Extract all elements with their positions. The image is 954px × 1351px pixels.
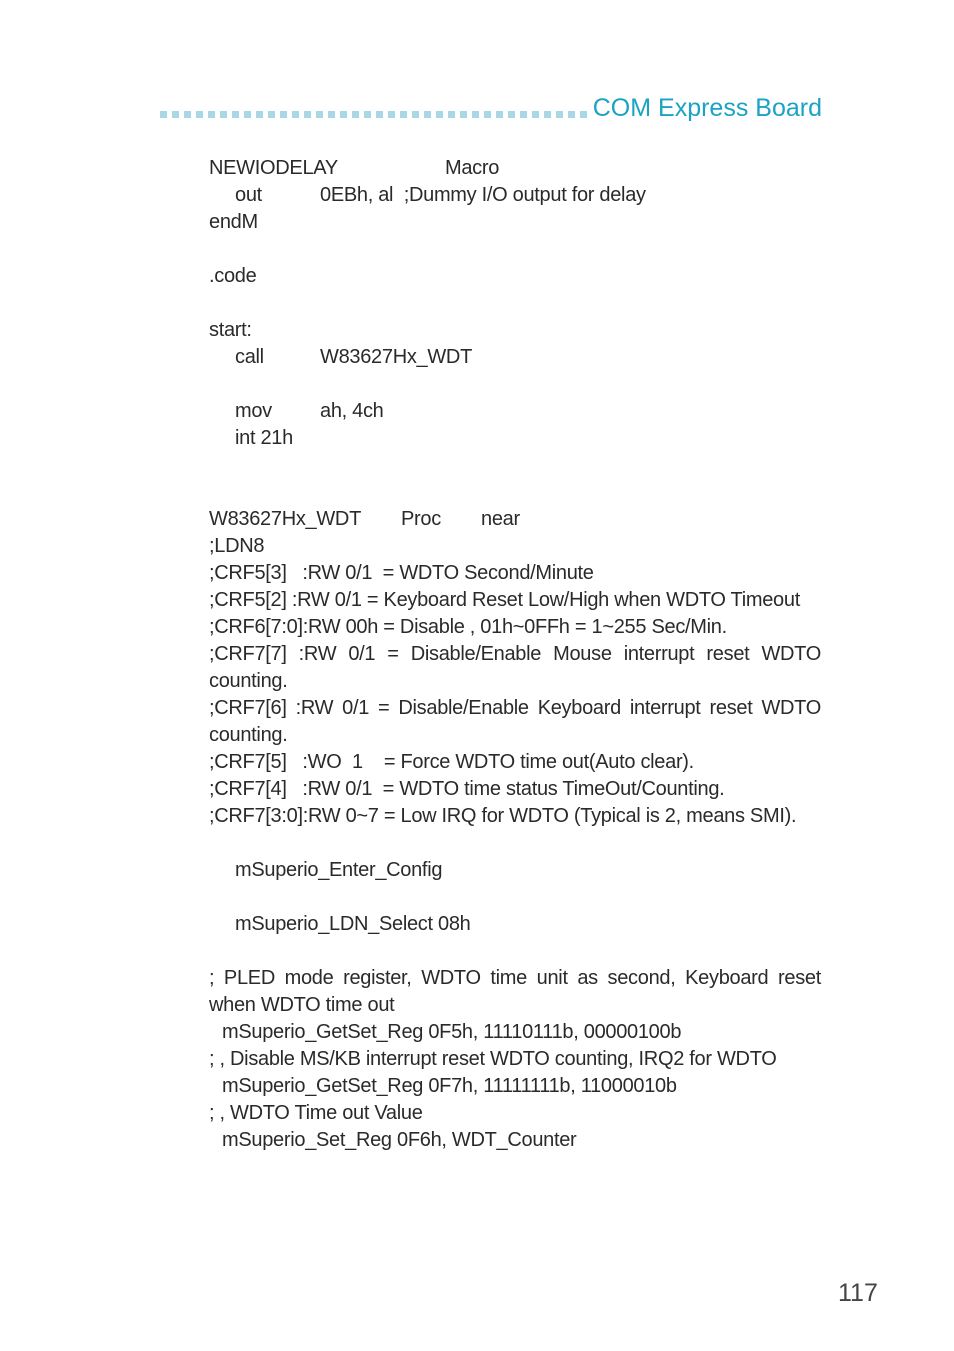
- page-header: [160, 94, 822, 128]
- code-line: start:: [209, 319, 252, 341]
- comment-crf7-4: ;CRF7[4] :RW 0/1 = WDTO time status TimeOut/Counting.: [209, 778, 725, 800]
- code-line: mSuperio_LDN_Select 08h: [235, 913, 471, 935]
- rule-dot: [304, 111, 311, 118]
- code-line: mSuperio_GetSet_Reg 0F5h, 11110111b, 00000100b: [222, 1021, 682, 1043]
- comment-crf7-5: ;CRF7[5] :WO 1 = Force WDTO time out(Auto clear).: [209, 751, 694, 773]
- rule-dot: [268, 111, 275, 118]
- blank-line: [209, 830, 821, 857]
- rule-dot: [364, 111, 371, 118]
- code-listing: [209, 155, 821, 1154]
- rule-dot: [256, 111, 263, 118]
- header-title: COM Express Board: [587, 94, 822, 123]
- blank-line: [209, 236, 821, 263]
- rule-dot: [292, 111, 299, 118]
- code-line: out 0EBh, al ;Dummy I/O output for delay: [235, 184, 646, 206]
- rule-dot: [232, 111, 239, 118]
- rule-dot: [328, 111, 335, 118]
- rule-dot: [400, 111, 407, 118]
- rule-dot: [448, 111, 455, 118]
- comment-crf6: ;CRF6[7:0]:RW 00h = Disable , 01h~0FFh = 1~255 Sec/Min.: [209, 616, 727, 638]
- rule-dot: [496, 111, 503, 118]
- rule-dot: [412, 111, 419, 118]
- comment-crf5-2: ;CRF5[2] :RW 0/1 = Keyboard Reset Low/High when WDTO Timeout: [209, 589, 800, 611]
- code-line: call W83627Hx_WDT: [235, 346, 472, 368]
- rule-dot: [484, 111, 491, 118]
- comment-disable: ; , Disable MS/KB interrupt reset WDTO counting, IRQ2 for WDTO: [209, 1048, 777, 1070]
- rule-dot: [220, 111, 227, 118]
- code-line: ;CRF5[3] :RW 0/1 = WDTO Second/Minute: [209, 562, 594, 584]
- rule-dot: [388, 111, 395, 118]
- code-line: NEWIODELAY Macro: [209, 157, 500, 179]
- code-line: W83627Hx_WDT Proc near: [209, 508, 520, 530]
- code-line: mSuperio_Enter_Config: [235, 859, 443, 881]
- comment-crf7-3-0: ;CRF7[3:0]:RW 0~7 = Low IRQ for WDTO (Typical is 2, means SMI).: [209, 805, 797, 827]
- rule-dot: [556, 111, 563, 118]
- rule-dot: [532, 111, 539, 118]
- rule-dot: [280, 111, 287, 118]
- rule-dot: [520, 111, 527, 118]
- blank-line: [209, 479, 821, 506]
- comment-crf7-7: ;CRF7[7] :RW 0/1 = Disable/Enable Mouse interrupt reset WDTO counting.: [209, 643, 821, 692]
- blank-line: [209, 290, 821, 317]
- rule-dot: [184, 111, 191, 118]
- blank-line: [209, 452, 821, 479]
- rule-dot: [544, 111, 551, 118]
- code-line: int 21h: [235, 427, 293, 449]
- blank-line: [209, 371, 821, 398]
- dotted-rule: [160, 111, 587, 118]
- rule-dot: [196, 111, 203, 118]
- rule-dot: [508, 111, 515, 118]
- rule-dot: [436, 111, 443, 118]
- page-number: 117: [838, 1279, 878, 1307]
- rule-dot: [472, 111, 479, 118]
- code-line: .code: [209, 265, 257, 287]
- rule-dot: [352, 111, 359, 118]
- rule-dot: [568, 111, 575, 118]
- rule-dot: [160, 111, 167, 118]
- code-line: ;LDN8: [209, 535, 265, 557]
- code-line: mov ah, 4ch: [235, 400, 384, 422]
- rule-dot: [340, 111, 347, 118]
- code-line: mSuperio_Set_Reg 0F6h, WDT_Counter: [222, 1129, 577, 1151]
- rule-dot: [244, 111, 251, 118]
- rule-dot: [208, 111, 215, 118]
- comment-pled: ; PLED mode register, WDTO time unit as second, Keyboard reset when WDTO time out: [209, 967, 821, 1016]
- rule-dot: [316, 111, 323, 118]
- code-line: endM: [209, 211, 258, 233]
- rule-dot: [172, 111, 179, 118]
- rule-dot: [424, 111, 431, 118]
- rule-dot: [376, 111, 383, 118]
- blank-line: [209, 884, 821, 911]
- code-line: mSuperio_GetSet_Reg 0F7h, 11111111b, 11000010b: [222, 1075, 677, 1097]
- blank-line: [209, 938, 821, 965]
- comment-timeout: ; , WDTO Time out Value: [209, 1102, 423, 1124]
- rule-dot: [460, 111, 467, 118]
- comment-crf7-6: ;CRF7[6] :RW 0/1 = Disable/Enable Keyboard interrupt reset WDTO counting.: [209, 697, 821, 746]
